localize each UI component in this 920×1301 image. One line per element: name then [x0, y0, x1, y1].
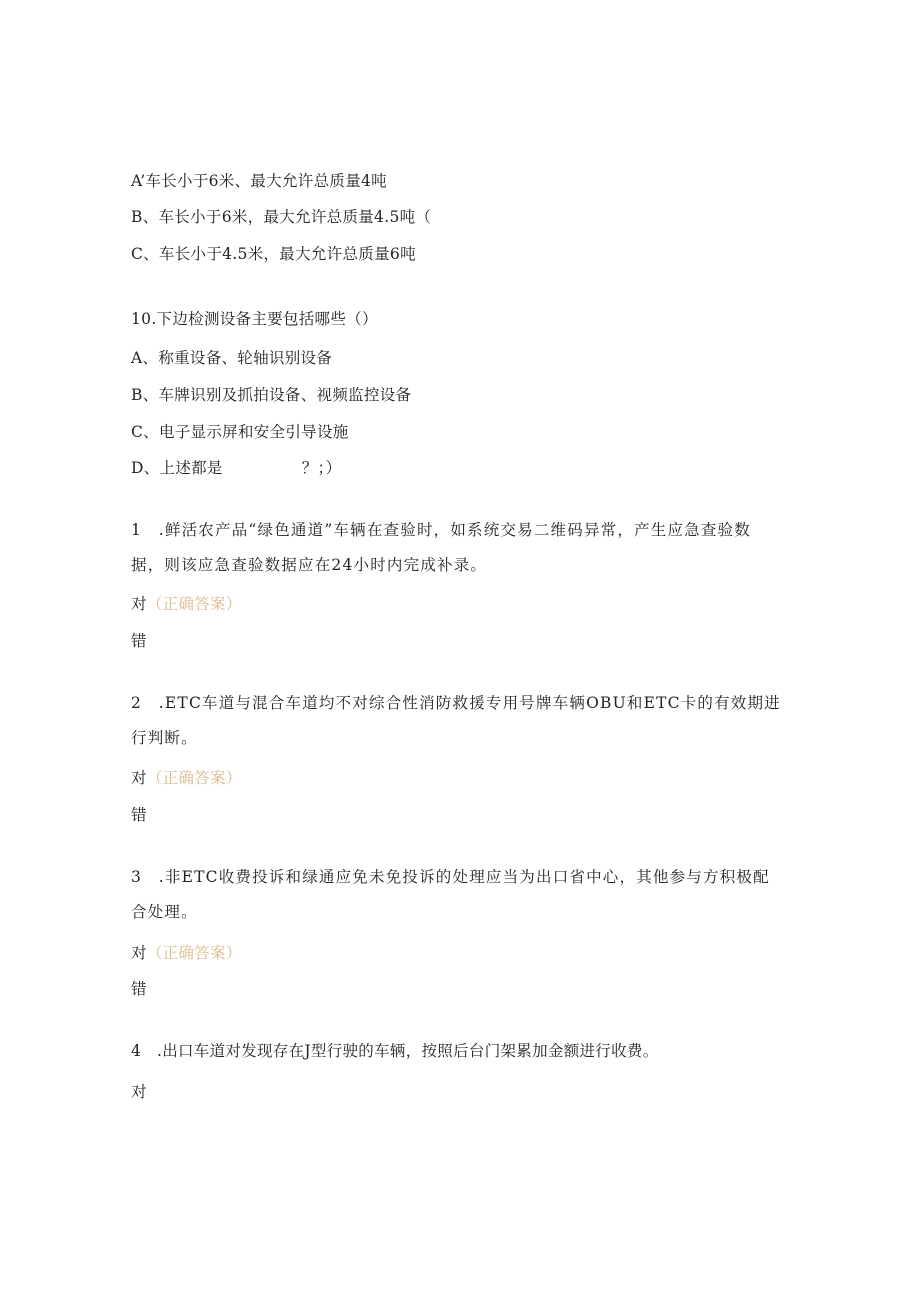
judgment-3-true-option	[131, 943, 242, 963]
judgment-2-stem: 2 .ETC车道与混合车道均不对综合性消防救援专用号牌车辆OBU和ETC卡的有效期进行判断。	[131, 694, 781, 747]
judgment-2-false-option: 错	[131, 806, 147, 824]
correct-answer-mark: （正确答案）	[146, 595, 242, 613]
option-c-prev: C、车长小于4.5米，最大允许总质量6吨	[131, 245, 416, 263]
option-a-prev: A’车长小于6米、最大允许总质量4吨	[131, 172, 387, 190]
question-10-option-c: C、电子显示屏和安全引导设施	[131, 423, 349, 441]
judgment-1-false-option: 错	[131, 632, 147, 650]
judgment-1-stem: 1 .鲜活农产品“绿色通道”车辆在查验时，如系统交易二维码异常，产生应急查验数据，则该应急查验数据应在24小时内完成补录。	[131, 521, 751, 574]
judgment-2-true-option	[131, 768, 242, 788]
true-label: 对	[131, 944, 147, 962]
question-10-stem: 10.下边检测设备主要包括哪些（）	[131, 310, 378, 328]
question-10-option-b: B、车牌识别及抓拍设备、视频监控设备	[131, 386, 412, 404]
question-10-option-a: A、称重设备、轮轴识别设备	[131, 349, 333, 367]
judgment-1-true-option	[131, 594, 242, 614]
judgment-3-stem: 3 .非ETC收费投诉和绿通应免未免投诉的处理应当为出口省中心，其他参与方积极配合处理。	[131, 868, 770, 921]
judgment-4-true-option: 对	[131, 1083, 147, 1101]
question-10-option-d: D、上述都是 ？；）	[131, 459, 342, 477]
judgment-3-false-option: 错	[131, 980, 147, 998]
true-label: 对	[131, 769, 147, 787]
judgment-4-stem: 4 .出口车道对发现存在J型行驶的车辆，按照后台门架累加金额进行收费。	[131, 1042, 659, 1060]
correct-answer-mark: （正确答案）	[146, 769, 242, 787]
true-label: 对	[131, 595, 147, 613]
option-b-prev: B、车长小于6米，最大允许总质量4.5吨（	[131, 208, 432, 226]
correct-answer-mark: （正确答案）	[146, 944, 242, 962]
